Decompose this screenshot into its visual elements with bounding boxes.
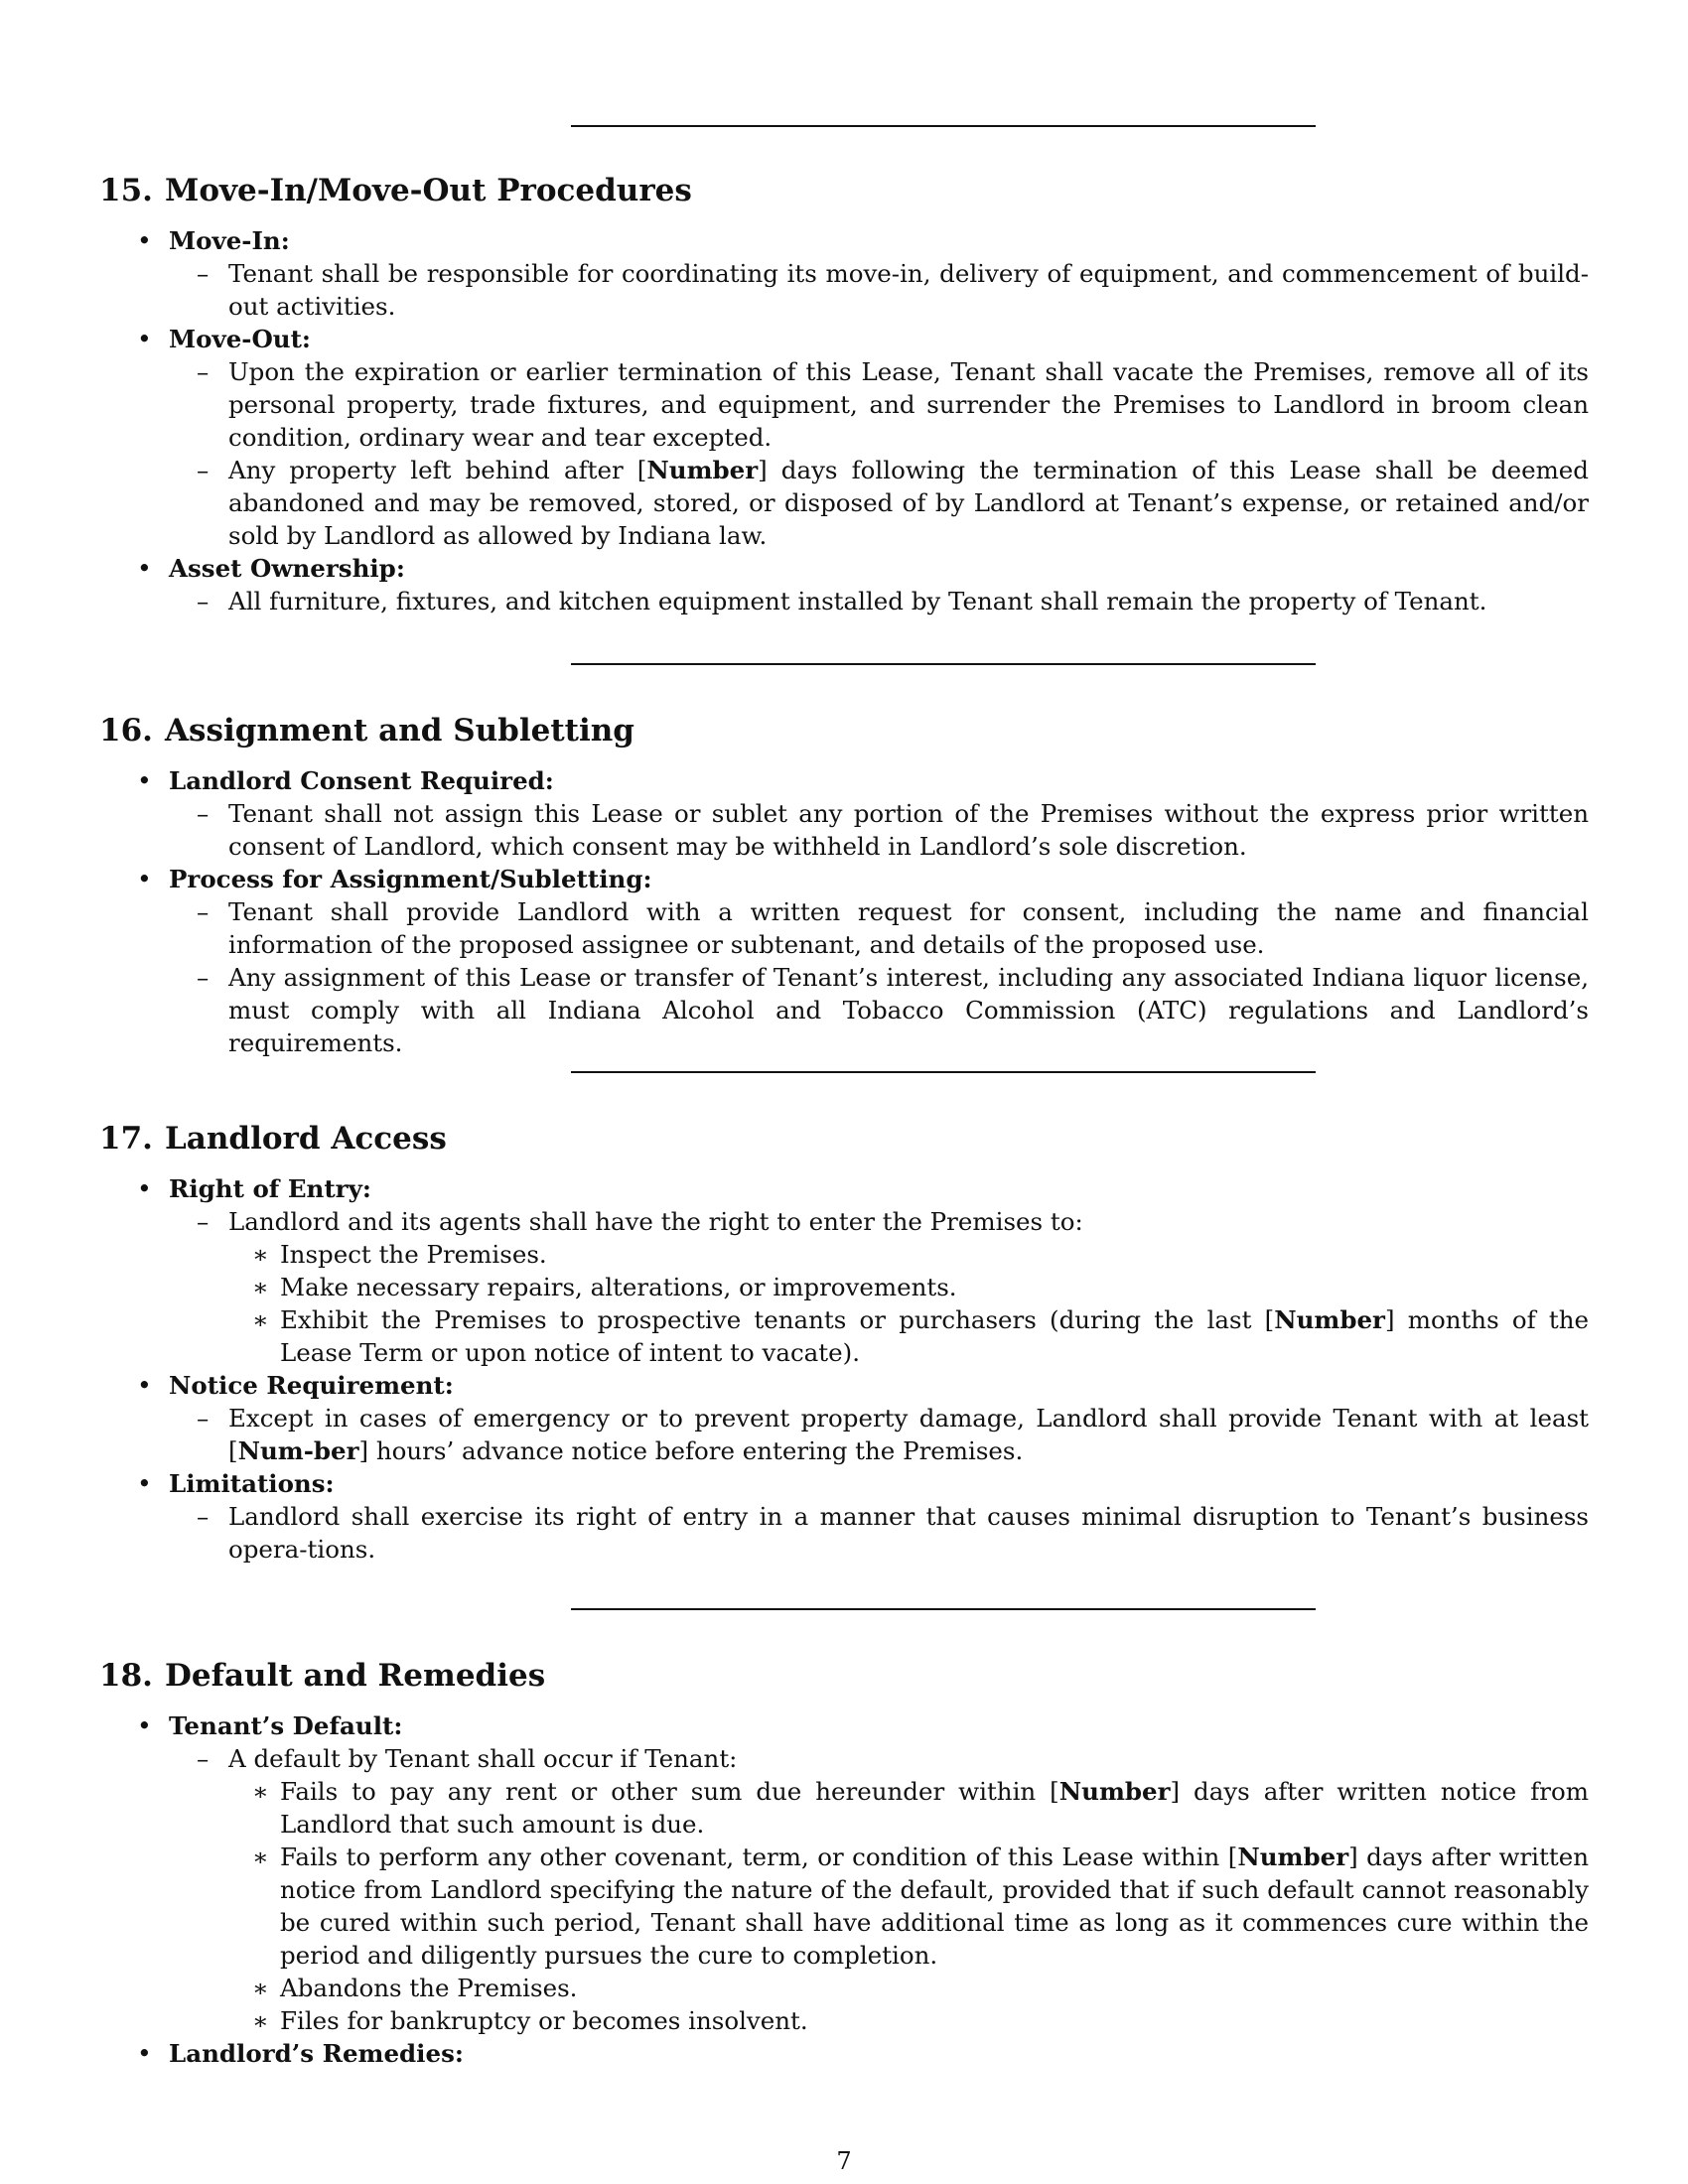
sub-item: – Any property left behind after [Number] days following the termination of this Lease shall be deemed abandoned and may be removed, stored, or disposed of by Landlord at Tenant’s expense, or retained and/or sold by Landlord as allowed by Indiana law. <box>169 454 1589 552</box>
list-item <box>99 2037 1589 2070</box>
sub-item: – Tenant shall not assign this Lease or sublet any portion of the Premises without the express prior written consent of Landlord, which consent may be withheld in Landlord’s sole discretion. <box>169 797 1589 863</box>
item-label: • Move-Out: <box>169 325 311 353</box>
section-divider <box>571 1608 1316 1610</box>
section-list <box>99 1709 1589 2070</box>
sub-sub-item: ∗ Make necessary repairs, alterations, or improvements. <box>228 1271 1589 1303</box>
list-item <box>99 224 1589 323</box>
item-label: • Process for Assignment/Subletting: <box>169 865 652 893</box>
item-label: • Asset Ownership: <box>169 554 405 583</box>
section-heading: 18. Default and Remedies <box>99 1658 546 1694</box>
item-label: • Right of Entry: <box>169 1174 371 1203</box>
section-list <box>99 1172 1589 1566</box>
section-15 <box>99 171 1589 617</box>
list-item <box>99 323 1589 552</box>
sub-item: – Landlord and its agents shall have the right to enter the Premises to: ∗ Inspect the Premises. ∗ Make necessary repairs, alterations, or improvements. ∗ Exhibit the Premises to prospective tenants or purchasers (during the last [Number] months of the Lease Term or upon notice of intent to vacate). <box>169 1205 1589 1369</box>
sub-item: – Landlord shall exercise its right of entry in a manner that causes minimal disruption to Tenant’s business opera-tions. <box>169 1500 1589 1566</box>
list-item <box>99 764 1589 863</box>
section-divider <box>571 125 1316 127</box>
section-17 <box>99 1119 1589 1566</box>
section-list <box>99 224 1589 617</box>
section-16 <box>99 711 1589 1059</box>
item-label: • Landlord Consent Required: <box>169 766 554 795</box>
item-label: • Limitations: <box>169 1469 335 1498</box>
list-item <box>99 1709 1589 2037</box>
section-divider <box>571 663 1316 665</box>
list-item <box>99 1467 1589 1566</box>
sub-item: – Tenant shall be responsible for coordinating its move-in, delivery of equipment, and commencement of build-out activities. <box>169 257 1589 323</box>
item-label: • Move-In: <box>169 226 290 255</box>
sub-sub-item: ∗ Fails to perform any other covenant, term, or condition of this Lease within [Number] days after written notice from Landlord specifying the nature of the default, provided that if such default cannot reasonably be cured within such period, Tenant shall have additional time as long as it commences cure within the period and diligently pursues the cure to completion. <box>228 1841 1589 1972</box>
item-label: • Tenant’s Default: <box>169 1711 403 1740</box>
section-divider <box>571 1071 1316 1073</box>
list-item <box>99 1369 1589 1467</box>
sub-item: – All furniture, fixtures, and kitchen equipment installed by Tenant shall remain the property of Tenant. <box>169 585 1589 617</box>
sub-sub-item: ∗ Fails to pay any rent or other sum due hereunder within [Number] days after written notice from Landlord that such amount is due. <box>228 1775 1589 1841</box>
section-heading: 17. Landlord Access <box>99 1121 447 1157</box>
sub-sub-item: ∗ Inspect the Premises. <box>228 1238 1589 1271</box>
section-heading: 16. Assignment and Subletting <box>99 713 634 749</box>
sub-item: – Upon the expiration or earlier termination of this Lease, Tenant shall vacate the Premises, remove all of its personal property, trade fixtures, and equipment, and surrender the Premises to Landlord in broom clean condition, ordinary wear and tear excepted. <box>169 355 1589 454</box>
sub-sub-item: ∗ Exhibit the Premises to prospective tenants or purchasers (during the last [Number] months of the Lease Term or upon notice of intent to vacate). <box>228 1303 1589 1369</box>
list-item <box>99 552 1589 617</box>
list-item <box>99 863 1589 1059</box>
item-label: • Landlord’s Remedies: <box>169 2039 464 2068</box>
sub-item: – A default by Tenant shall occur if Tenant: ∗ Fails to pay any rent or other sum due hereunder within [Number] days after written notice from Landlord that such amount is due. ∗ Fails to perform any other covenant, term, or condition of this Lease within [Number] days after written notice from Landlord specifying the nature of the default, provided that if such default cannot reasonably be cured within such period, Tenant shall have additional time as long as it commences cure within the period and diligently pursues the cure to completion. ∗ Abandons the Premises. ∗ Files for bankruptcy or becomes insolvent. <box>169 1742 1589 2037</box>
section-heading: 15. Move-In/Move-Out Procedures <box>99 173 692 208</box>
sub-sub-item: ∗ Files for bankruptcy or becomes insolvent. <box>228 2004 1589 2037</box>
sub-sub-item: ∗ Abandons the Premises. <box>228 1972 1589 2004</box>
list-item <box>99 1172 1589 1369</box>
sub-item: – Any assignment of this Lease or transfer of Tenant’s interest, including any associated Indiana liquor license, must comply with all Indiana Alcohol and Tobacco Commission (ATC) regulations and Landlord’s requirements. <box>169 961 1589 1059</box>
item-label: • Notice Requirement: <box>169 1371 454 1400</box>
section-18 <box>99 1656 1589 2070</box>
section-list <box>99 764 1589 1059</box>
page-number: 7 <box>836 2147 852 2175</box>
sub-item: – Except in cases of emergency or to prevent property damage, Landlord shall provide Tenant with at least [Num-ber] hours’ advance notice before entering the Premises. <box>169 1402 1589 1467</box>
sub-item: – Tenant shall provide Landlord with a written request for consent, including the name and financial information of the proposed assignee or subtenant, and details of the proposed use. <box>169 895 1589 961</box>
